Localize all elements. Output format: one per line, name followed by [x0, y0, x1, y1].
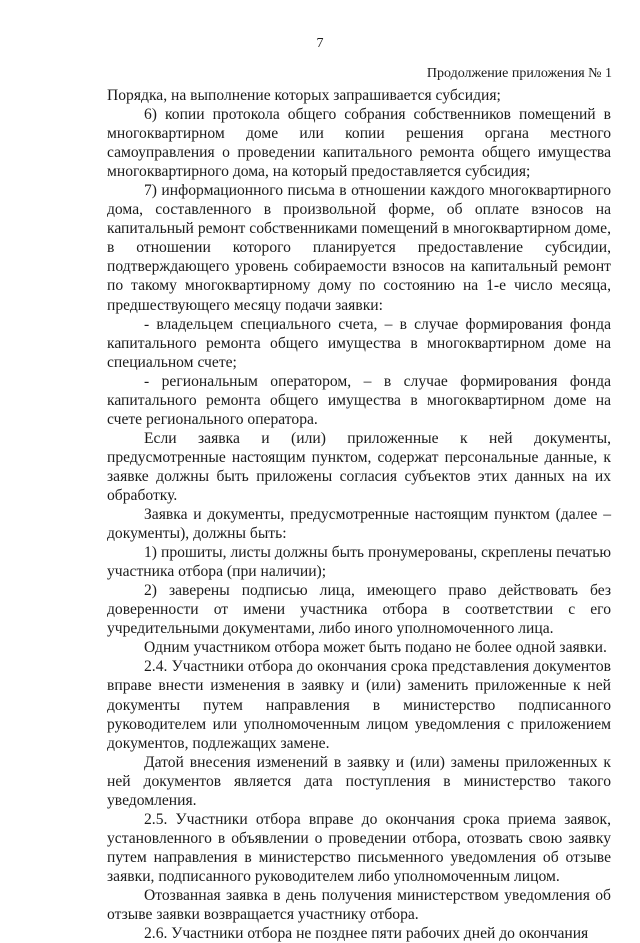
paragraph: 6) копии протокола общего собрания собственников помещений в многоквартирном доме или копии решения органа местного самоуправления о проведении капитального ремонта общего имущества многоквартирного дома, на который предоставляется субсидия;	[107, 106, 611, 181]
paragraph: 2) заверены подписью лица, имеющего право действовать без доверенности от имени участника отбора в соответствии с его учредительными документами, либо иного уполномоченного лица.	[107, 582, 611, 638]
page-number: 7	[316, 36, 324, 51]
paragraph: 1) прошиты, листы должны быть пронумерованы, скреплены печатью участника отбора (при наличии);	[107, 544, 611, 581]
paragraph: 2.5. Участники отбора вправе до окончания срока приема заявок, установленного в объявлении о проведении отбора, отозвать свою заявку путем направления в министерство письменного уведомления об отзыве заявки, подписанного руководителем либо уполномоченным лицом.	[107, 810, 611, 885]
paragraph: 7) информационного письма в отношении каждого многоквартирного дома, составленного в произвольной форме, об оплате взносов на капитальный ремонт собственниками помещений в многоквартирном доме, в отношении которого планируется предоставление субсидии, подтверждающего уровень собираемости взносов на капитальный ремонт по такому многоквартирному дому по состоянию на 1-е число месяца, предшествующего месяцу подачи заявки:	[107, 182, 611, 314]
paragraph: Если заявка и (или) приложенные к ней документы, предусмотренные настоящим пунктом, содержат персональные данные, к заявке должны быть приложены согласия субъектов этих данных на их обработку.	[107, 429, 611, 504]
paragraph: - региональным оператором, – в случае формирования фонда капитального ремонта общего имущества в многоквартирном доме на счете регионального оператора.	[107, 372, 611, 428]
paragraph: - владельцем специального счета, – в случае формирования фонда капитального ремонта общего имущества в многоквартирном доме на специальном счете;	[107, 315, 611, 371]
document-body	[107, 86, 611, 943]
paragraph: Порядка, на выполнение которых запрашивается субсидия;	[107, 87, 501, 104]
paragraph: Заявка и документы, предусмотренные настоящим пунктом (далее – документы), должны быть:	[107, 506, 611, 543]
paragraph: Одним участником отбора может быть подано не более одной заявки.	[144, 639, 607, 657]
paragraph: Датой внесения изменений в заявку и (или) замены приложенных к ней документов является дата поступления в министерство такого уведомления.	[107, 753, 611, 809]
running-head: Продолжение приложения № 1	[426, 66, 612, 81]
paragraph: Отозванная заявка в день получения министерством уведомления об отзыве заявки возвращается участнику отбора.	[107, 886, 611, 924]
paragraph: 2.6. Участники отбора не позднее пяти рабочих дней до окончания	[144, 925, 589, 943]
paragraph: 2.4. Участники отбора до окончания срока представления документов вправе внести изменения в заявку и (или) заменить приложенные к ней документы путем направления в министерство подписанного руководителем или уполномоченным лицом уведомления с приложением документов, подлежащих замене.	[107, 658, 611, 752]
